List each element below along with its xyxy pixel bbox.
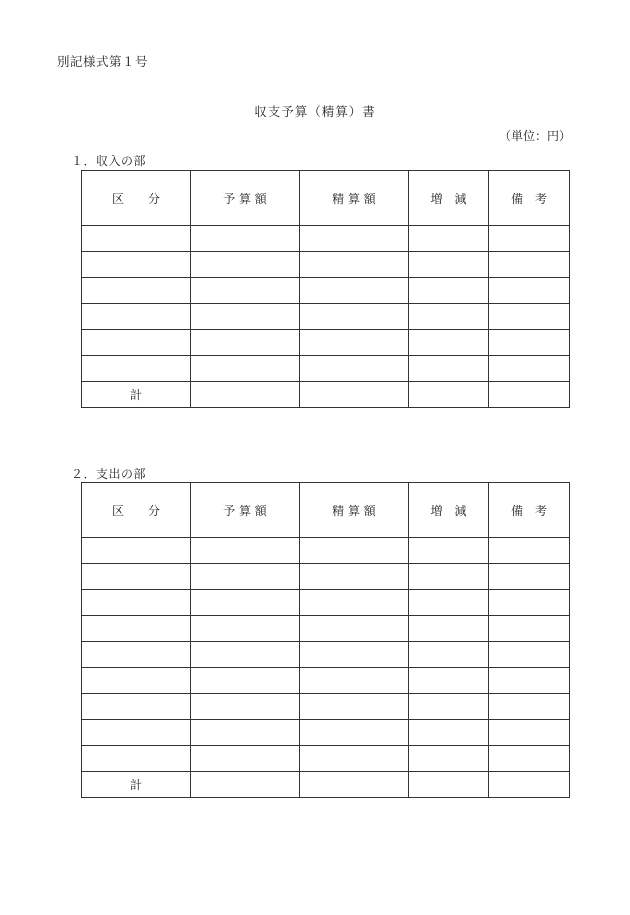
income-table-body <box>82 226 570 408</box>
category-cell <box>82 538 191 564</box>
expense-table <box>81 482 570 798</box>
remarks-cell <box>489 668 570 694</box>
budget-amount-cell <box>191 694 300 720</box>
table-row <box>82 590 570 616</box>
budget-amount-cell <box>191 278 300 304</box>
column-header-category: 区 分 <box>82 171 191 226</box>
budget-amount-cell <box>191 356 300 382</box>
form-number: 別記様式第１号 <box>57 54 149 69</box>
remarks-cell <box>489 278 570 304</box>
remarks-cell <box>489 226 570 252</box>
budget-amount-cell <box>191 382 300 408</box>
change-cell <box>409 278 489 304</box>
column-header-remarks: 備 考 <box>489 483 570 538</box>
settled-amount-cell <box>300 616 409 642</box>
table-row <box>82 538 570 564</box>
table-row <box>82 330 570 356</box>
remarks-cell <box>489 720 570 746</box>
table-row <box>82 356 570 382</box>
table-row <box>82 278 570 304</box>
change-cell <box>409 564 489 590</box>
settled-amount-cell <box>300 590 409 616</box>
table-row <box>82 720 570 746</box>
remarks-cell <box>489 304 570 330</box>
change-cell <box>409 590 489 616</box>
remarks-cell <box>489 382 570 408</box>
budget-amount-cell <box>191 772 300 798</box>
settled-amount-cell <box>300 226 409 252</box>
column-header-change: 増 減 <box>409 483 489 538</box>
settled-amount-cell <box>300 746 409 772</box>
category-cell <box>82 278 191 304</box>
category-cell <box>82 304 191 330</box>
change-cell <box>409 616 489 642</box>
budget-amount-cell <box>191 252 300 278</box>
column-header-remarks: 備 考 <box>489 171 570 226</box>
remarks-cell <box>489 772 570 798</box>
unit-note: （単位：円） <box>498 129 571 143</box>
budget-amount-cell <box>191 642 300 668</box>
income-section-heading: １．収入の部 <box>71 154 147 168</box>
column-header-budget-amount: 予 算 額 <box>191 483 300 538</box>
income-table <box>81 170 570 408</box>
remarks-cell <box>489 252 570 278</box>
category-cell <box>82 590 191 616</box>
change-cell <box>409 382 489 408</box>
change-cell <box>409 226 489 252</box>
change-cell <box>409 668 489 694</box>
budget-amount-cell <box>191 330 300 356</box>
total-row <box>82 772 570 798</box>
change-cell <box>409 746 489 772</box>
change-cell <box>409 772 489 798</box>
table-row <box>82 564 570 590</box>
category-cell <box>82 720 191 746</box>
category-cell <box>82 564 191 590</box>
column-header-change: 増 減 <box>409 171 489 226</box>
remarks-cell <box>489 538 570 564</box>
column-header-settled-amount: 精 算 額 <box>300 483 409 538</box>
budget-amount-cell <box>191 668 300 694</box>
budget-amount-cell <box>191 304 300 330</box>
category-cell <box>82 226 191 252</box>
table-row <box>82 668 570 694</box>
settled-amount-cell <box>300 356 409 382</box>
budget-amount-cell <box>191 616 300 642</box>
table-header-row <box>82 483 570 538</box>
settled-amount-cell <box>300 772 409 798</box>
category-cell <box>82 746 191 772</box>
expense-section-heading: ２．支出の部 <box>71 467 147 481</box>
table-row <box>82 694 570 720</box>
table-row <box>82 642 570 668</box>
column-header-category: 区 分 <box>82 483 191 538</box>
column-header-budget-amount: 予 算 額 <box>191 171 300 226</box>
total-label: 計 <box>82 382 191 408</box>
settled-amount-cell <box>300 538 409 564</box>
settled-amount-cell <box>300 278 409 304</box>
budget-amount-cell <box>191 720 300 746</box>
remarks-cell <box>489 694 570 720</box>
change-cell <box>409 538 489 564</box>
remarks-cell <box>489 642 570 668</box>
category-cell <box>82 642 191 668</box>
budget-amount-cell <box>191 746 300 772</box>
settled-amount-cell <box>300 694 409 720</box>
budget-amount-cell <box>191 590 300 616</box>
remarks-cell <box>489 616 570 642</box>
column-header-settled-amount: 精 算 額 <box>300 171 409 226</box>
category-cell <box>82 356 191 382</box>
category-cell <box>82 616 191 642</box>
settled-amount-cell <box>300 668 409 694</box>
settled-amount-cell <box>300 330 409 356</box>
settled-amount-cell <box>300 252 409 278</box>
table-row <box>82 226 570 252</box>
settled-amount-cell <box>300 720 409 746</box>
change-cell <box>409 642 489 668</box>
budget-amount-cell <box>191 564 300 590</box>
change-cell <box>409 720 489 746</box>
table-header-row <box>82 171 570 226</box>
settled-amount-cell <box>300 564 409 590</box>
category-cell <box>82 252 191 278</box>
settled-amount-cell <box>300 304 409 330</box>
total-row <box>82 382 570 408</box>
remarks-cell <box>489 746 570 772</box>
change-cell <box>409 694 489 720</box>
table-row <box>82 616 570 642</box>
remarks-cell <box>489 356 570 382</box>
budget-amount-cell <box>191 226 300 252</box>
expense-table-body <box>82 538 570 798</box>
change-cell <box>409 330 489 356</box>
change-cell <box>409 304 489 330</box>
category-cell <box>82 694 191 720</box>
category-cell <box>82 668 191 694</box>
change-cell <box>409 356 489 382</box>
table-row <box>82 252 570 278</box>
budget-amount-cell <box>191 538 300 564</box>
document-title: 収支予算（精算）書 <box>254 104 376 119</box>
table-row <box>82 304 570 330</box>
settled-amount-cell <box>300 382 409 408</box>
change-cell <box>409 252 489 278</box>
category-cell <box>82 330 191 356</box>
total-label: 計 <box>82 772 191 798</box>
remarks-cell <box>489 564 570 590</box>
remarks-cell <box>489 590 570 616</box>
table-row <box>82 746 570 772</box>
remarks-cell <box>489 330 570 356</box>
settled-amount-cell <box>300 642 409 668</box>
